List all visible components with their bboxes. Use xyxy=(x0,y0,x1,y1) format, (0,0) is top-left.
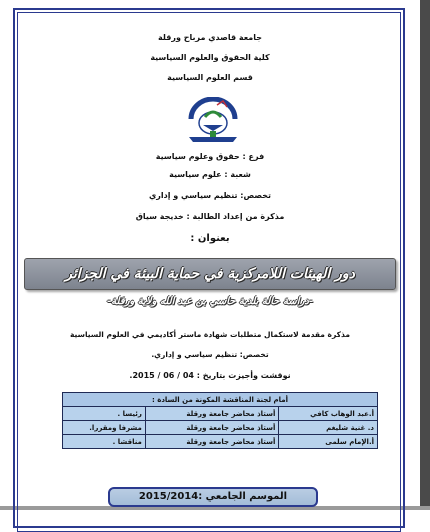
specialty-secondary: تخصص: تنظيم سياسي و إداري. xyxy=(151,350,269,359)
prepared-by: مذكرة من إعداد الطالبة : خديجة سياق xyxy=(135,212,285,221)
member-rank: أستاذ محاضر جامعة ورقلة xyxy=(145,421,279,435)
university-name: جامعة قاصدي مرباح ورقلة xyxy=(157,33,262,42)
defense-date: نوقشت وأجيزت بتاريخ : 04 / 06 / 2015. xyxy=(129,371,291,380)
branch: فرع : حقوق وعلوم سياسية xyxy=(155,152,265,161)
university-emblem-icon xyxy=(183,97,243,145)
committee-table xyxy=(62,392,378,449)
member-name: أ.عبد الوهاب كافي xyxy=(279,407,378,421)
memo-purpose: مذكرة مقدمة لاستكمال متطلبات شهادة ماستر أكاديمي في العلوم السياسية xyxy=(70,330,350,339)
committee-header: أمام لجنة المناقشة المكونة من السادة : xyxy=(63,393,378,407)
table-row xyxy=(63,435,378,449)
specialty: تخصص: تنظيم سياسي و إداري xyxy=(148,191,272,200)
member-role: مشرفا ومقررا. xyxy=(63,421,146,435)
member-name: أ.الإمام سلمى xyxy=(279,435,378,449)
faculty-name: كلية الحقوق والعلوم السياسية xyxy=(150,53,270,62)
department-name: قسم العلوم السياسية xyxy=(167,73,253,82)
member-name: د. غنية شليغم xyxy=(279,421,378,435)
member-rank: أستاذ محاضر جامعة ورقلة xyxy=(145,407,279,421)
title-label: بعنوان : xyxy=(190,233,230,244)
member-role: مناقشا . xyxy=(63,435,146,449)
member-rank: أستاذ محاضر جامعة ورقلة xyxy=(145,435,279,449)
table-row xyxy=(63,407,378,421)
thesis-title: دور الهيئات اللامركزية في حماية البيئة في الجزائر xyxy=(65,266,355,282)
table-row xyxy=(63,421,378,435)
division: شعبة : علوم سياسية xyxy=(169,170,251,179)
thesis-subtitle: -دراسة حالة بلدية حاسي بن عبد الله ولاية ورقلة- xyxy=(107,296,313,307)
member-role: رئيسا . xyxy=(63,407,146,421)
committee-header-row xyxy=(63,393,378,407)
window-edge xyxy=(420,0,430,510)
academic-season: الموسم الجامعي :2015/2014 xyxy=(108,487,318,507)
